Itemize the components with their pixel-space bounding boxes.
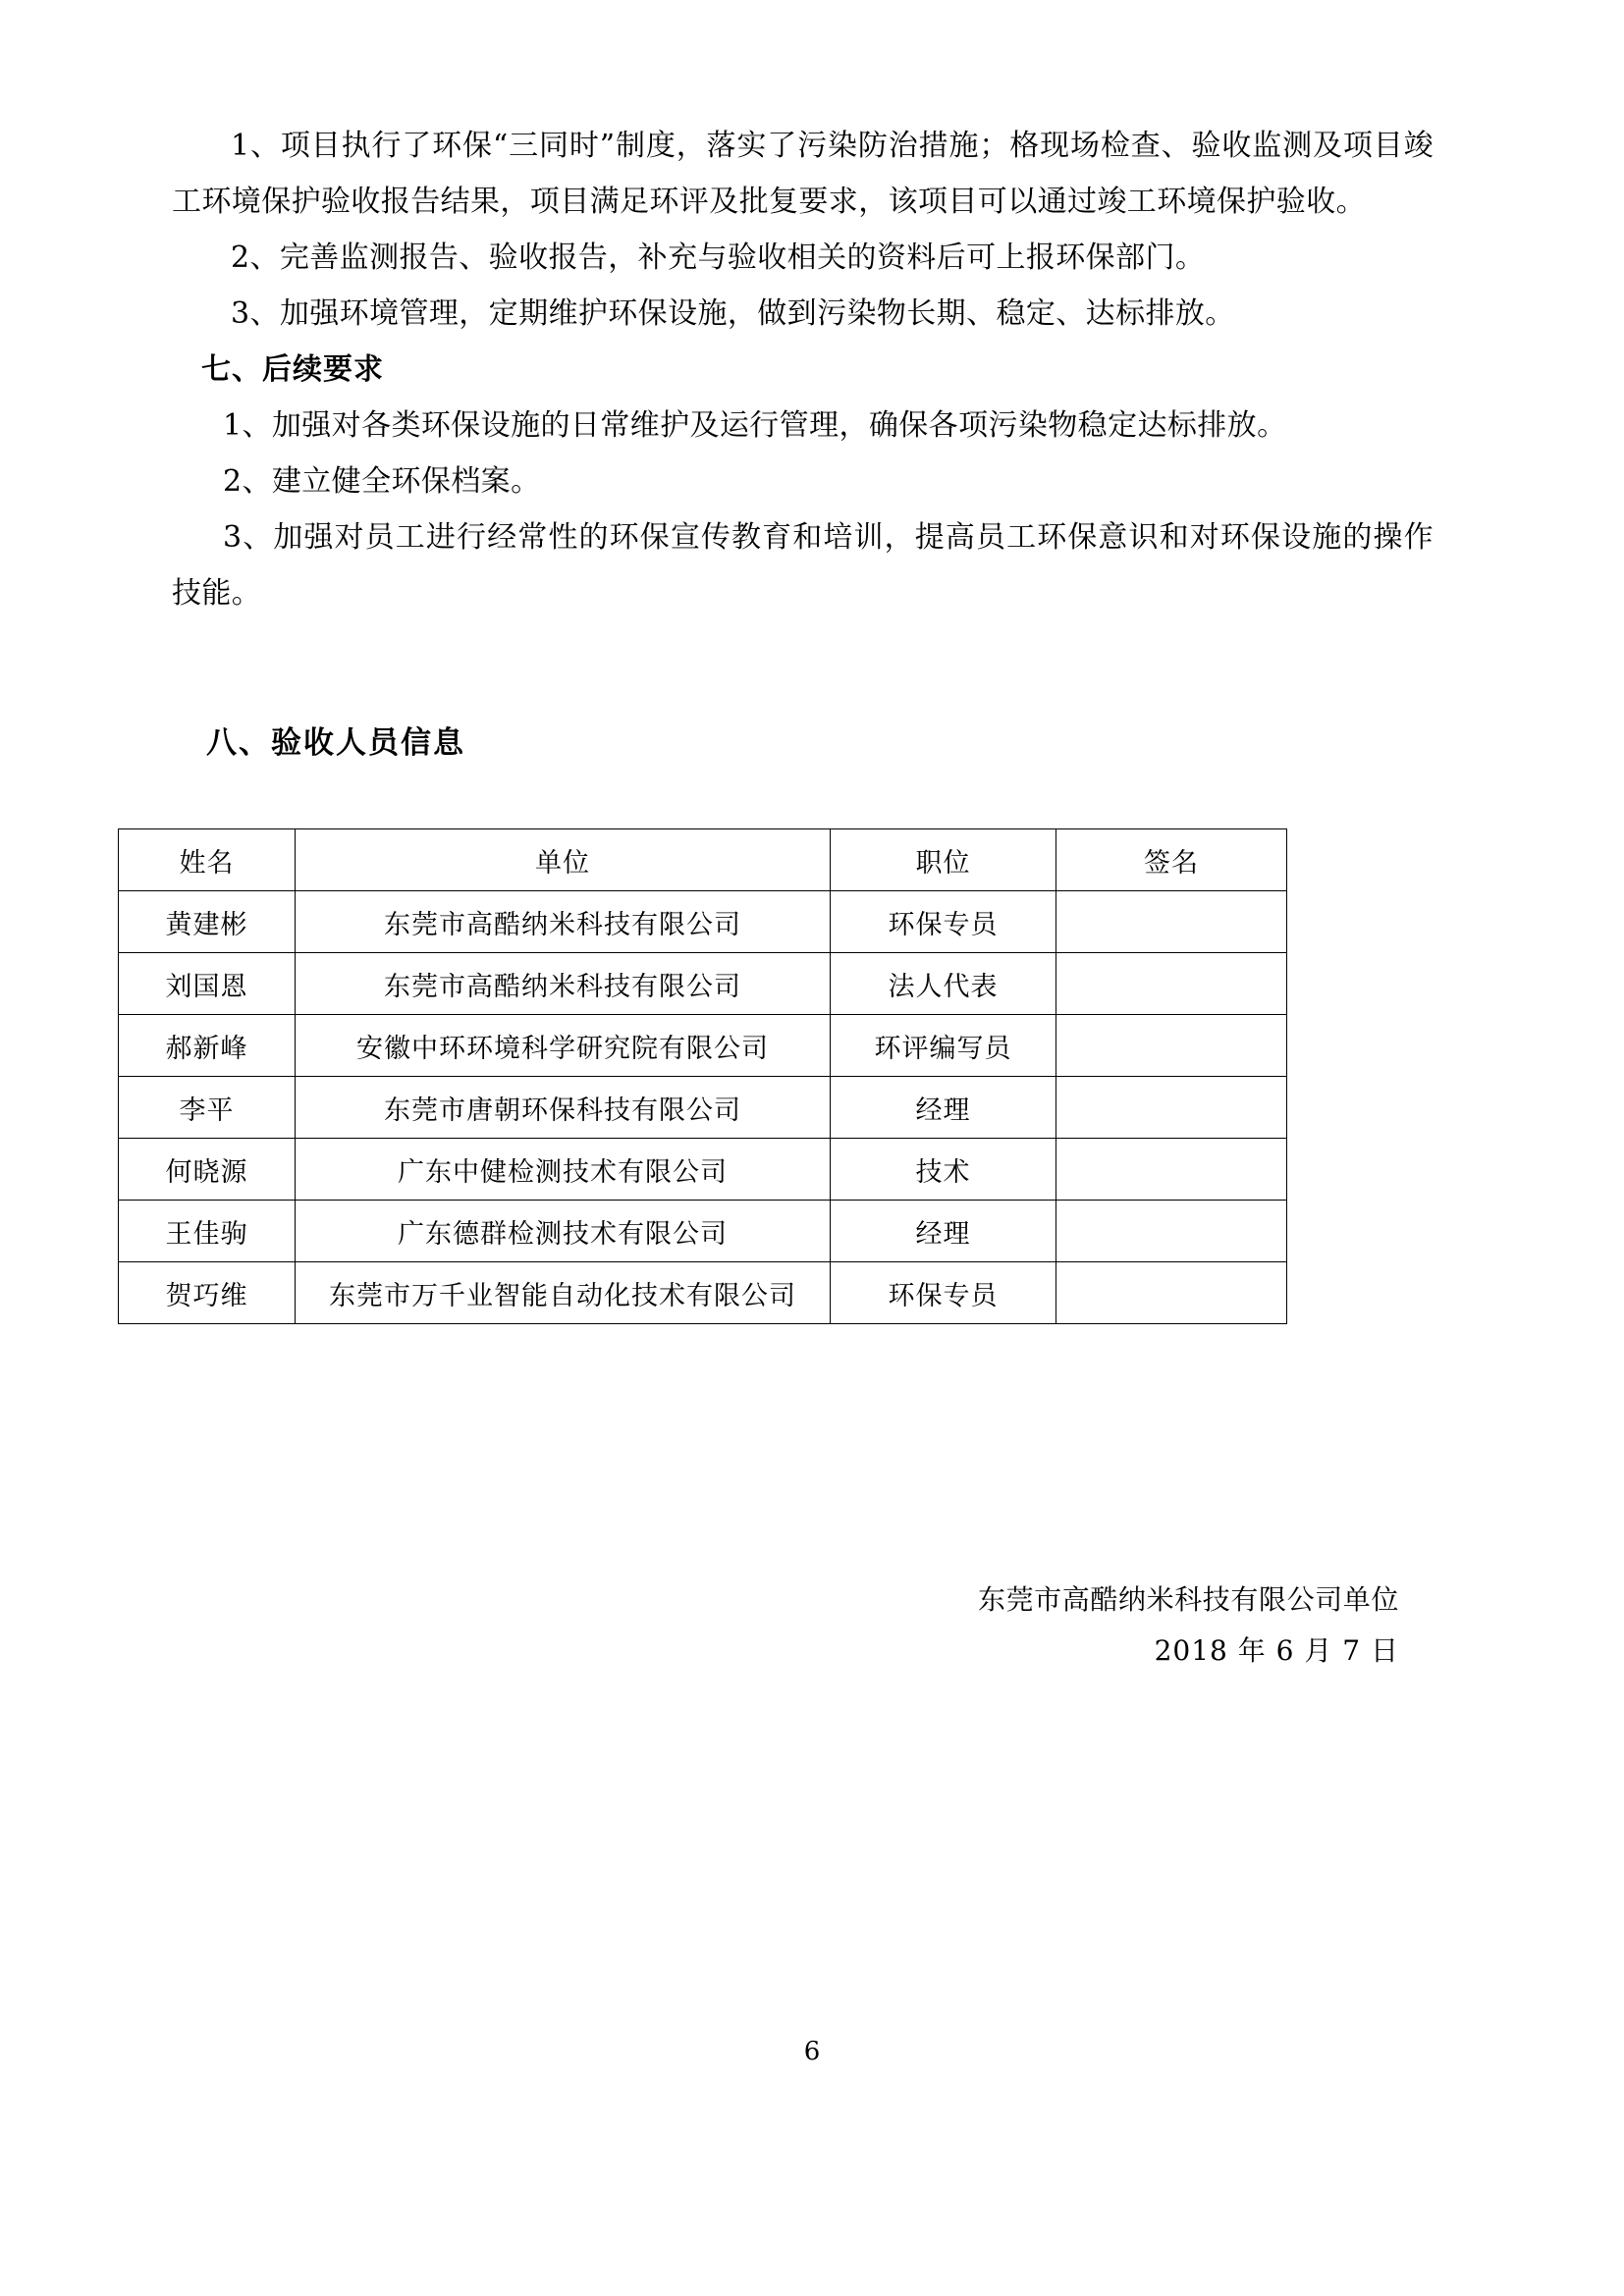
cell-name: 刘国恩 xyxy=(119,953,296,1015)
column-header-signature: 签名 xyxy=(1056,829,1287,891)
column-header-title: 职位 xyxy=(831,829,1056,891)
vertical-spacer-2 xyxy=(172,772,1434,828)
table-row xyxy=(119,1201,1287,1262)
table-header-row xyxy=(119,829,1287,891)
cell-signature[interactable] xyxy=(1056,1262,1287,1324)
conclusion-item-2: 2、完善监测报告、验收报告，补充与验收相关的资料后可上报环保部门。 xyxy=(231,240,1206,275)
cell-unit: 东莞市高酷纳米科技有限公司 xyxy=(296,891,831,953)
column-header-unit: 单位 xyxy=(296,829,831,891)
signature-date: 2018 年 6 月 7 日 xyxy=(1154,1634,1399,1667)
cell-signature[interactable] xyxy=(1056,891,1287,953)
cell-signature[interactable] xyxy=(1056,1015,1287,1077)
section-seven-item-3: 3、加强对员工进行经常性的环保宣传教育和培训，提高员工环保意识和对环保设施的操作技能。 xyxy=(172,520,1434,611)
cell-unit: 东莞市高酷纳米科技有限公司 xyxy=(296,953,831,1015)
cell-title: 法人代表 xyxy=(831,953,1056,1015)
cell-title: 环评编写员 xyxy=(831,1015,1056,1077)
signature-block xyxy=(172,1575,1434,1677)
table-row xyxy=(119,1015,1287,1077)
cell-name: 何晓源 xyxy=(119,1139,296,1201)
cell-name: 黄建彬 xyxy=(119,891,296,953)
cell-name: 李平 xyxy=(119,1077,296,1139)
cell-unit: 东莞市万千业智能自动化技术有限公司 xyxy=(296,1262,831,1324)
cell-unit: 广东德群检测技术有限公司 xyxy=(296,1201,831,1262)
cell-name: 贺巧维 xyxy=(119,1262,296,1324)
table-row xyxy=(119,1262,1287,1324)
table-row xyxy=(119,891,1287,953)
cell-title: 技术 xyxy=(831,1139,1056,1201)
column-header-name: 姓名 xyxy=(119,829,296,891)
cell-unit: 东莞市唐朝环保科技有限公司 xyxy=(296,1077,831,1139)
cell-name: 郝新峰 xyxy=(119,1015,296,1077)
vertical-spacer xyxy=(172,621,1434,716)
cell-signature[interactable] xyxy=(1056,1201,1287,1262)
section-heading-eight: 八、验收人员信息 xyxy=(206,725,465,761)
cell-title: 环保专员 xyxy=(831,891,1056,953)
cell-title: 环保专员 xyxy=(831,1262,1056,1324)
cell-signature[interactable] xyxy=(1056,1139,1287,1201)
table-row xyxy=(119,1139,1287,1201)
cell-title: 经理 xyxy=(831,1077,1056,1139)
conclusion-item-3: 3、加强环境管理，定期维护环保设施，做到污染物长期、稳定、达标排放。 xyxy=(231,296,1235,331)
cell-signature[interactable] xyxy=(1056,953,1287,1015)
section-seven-item-1: 1、加强对各类环保设施的日常维护及运行管理，确保各项污染物稳定达标排放。 xyxy=(223,408,1287,443)
table-row xyxy=(119,1077,1287,1139)
signature-company: 东莞市高酷纳米科技有限公司单位 xyxy=(977,1583,1399,1616)
cell-unit: 广东中健检测技术有限公司 xyxy=(296,1139,831,1201)
cell-unit: 安徽中环环境科学研究院有限公司 xyxy=(296,1015,831,1077)
cell-name: 王佳驹 xyxy=(119,1201,296,1262)
acceptance-personnel-table xyxy=(118,828,1287,1324)
section-heading-seven: 七、后续要求 xyxy=(201,352,384,387)
page-number: 6 xyxy=(803,2037,821,2066)
cell-signature[interactable] xyxy=(1056,1077,1287,1139)
table-row xyxy=(119,953,1287,1015)
section-seven-item-2: 2、建立健全环保档案。 xyxy=(223,464,541,499)
page-content xyxy=(165,118,1434,1677)
cell-title: 经理 xyxy=(831,1201,1056,1262)
conclusion-item-1: 1、项目执行了环保“三同时”制度，落实了污染防治措施；格现场检查、验收监测及项目竣工环境保护验收报告结果，项目满足环评及批复要求，该项目可以通过竣工环境保护验收。 xyxy=(172,129,1434,219)
